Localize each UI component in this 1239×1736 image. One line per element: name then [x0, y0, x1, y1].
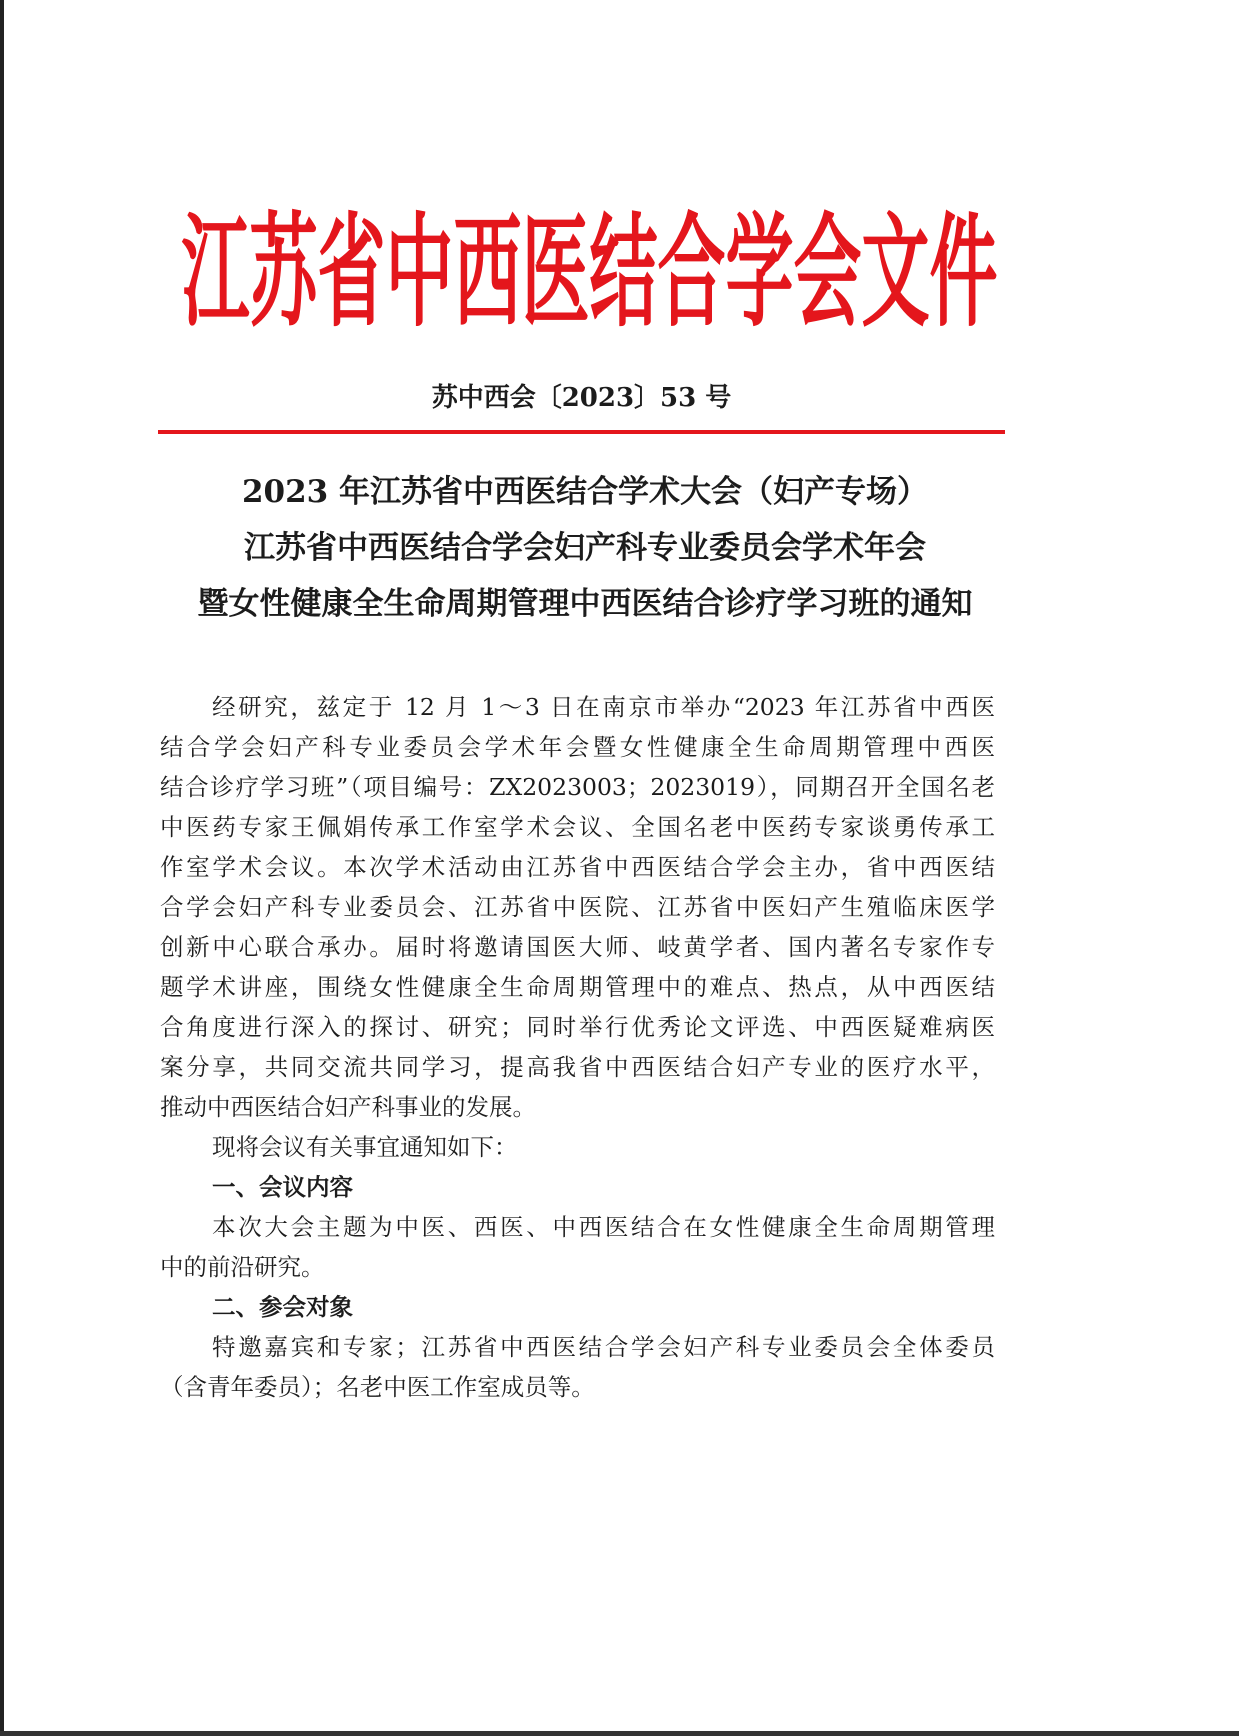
intro-line: 推动中西医结合妇产科事业的发展。	[160, 1093, 536, 1121]
section-line: （含青年委员）；名老中医工作室成员等。	[160, 1373, 595, 1401]
section-line: 中的前沿研究。	[160, 1253, 325, 1281]
intro-line: 中医药专家王佩娟传承工作室学术会议、全国名老中医药专家谈勇传承工	[160, 813, 995, 841]
scan-edge-left	[0, 0, 4, 1736]
intro-line: 合角度进行深入的探讨、研究；同时举行优秀论文评选、中西医疑难病医	[160, 1013, 995, 1041]
section-line: 特邀嘉宾和专家；江苏省中西医结合学会妇产科专业委员会全体委员	[212, 1333, 995, 1361]
notice-title	[160, 464, 1010, 632]
section-line: 本次大会主题为中医、西医、中西医结合在女性健康全生命周期管理	[212, 1213, 995, 1241]
intro-line: 结合诊疗学习班”（项目编号：ZX2023003；2023019），同期召开全国名老	[160, 773, 995, 801]
scan-edge-bottom	[0, 1731, 1239, 1736]
intro-line: 作室学术会议。本次学术活动由江苏省中西医结合学会主办，省中西医结	[160, 853, 995, 881]
notice-line: 现将会议有关事宜通知如下：	[212, 1133, 518, 1161]
intro-line: 结合学会妇产科专业委员会学术年会暨女性健康全生命周期管理中西医	[160, 733, 995, 761]
intro-line: 经研究，兹定于 12 月 1～3 日在南京市举办“2023 年江苏省中西医	[212, 693, 995, 721]
section-heading: 二、参会对象	[212, 1293, 353, 1321]
intro-line: 创新中心联合承办。届时将邀请国医大师、岐黄学者、国内著名专家作专	[160, 933, 995, 961]
section-heading: 一、会议内容	[212, 1173, 353, 1201]
document-number: 苏中西会〔2023〕53 号	[431, 383, 732, 413]
title-line: 暨女性健康全生命周期管理中西医结合诊疗学习班的通知	[197, 586, 973, 622]
red-divider-rule	[158, 430, 1005, 434]
intro-line: 题学术讲座，围绕女性健康全生命周期管理中的难点、热点，从中西医结	[160, 973, 995, 1001]
intro-line: 合学会妇产科专业委员会、江苏省中医院、江苏省中医妇产生殖临床医学	[160, 893, 995, 921]
intro-line: 案分享，共同交流共同学习，提高我省中西医结合妇产专业的医疗水平，	[160, 1053, 995, 1081]
notice-body	[160, 687, 995, 1407]
title-line: 江苏省中西医结合学会妇产科专业委员会学术年会	[244, 530, 926, 566]
org-file-header: 江苏省中西医结合学会文件	[181, 201, 998, 345]
title-line: 2023 年江苏省中西医结合学术大会（妇产专场）	[241, 474, 929, 510]
